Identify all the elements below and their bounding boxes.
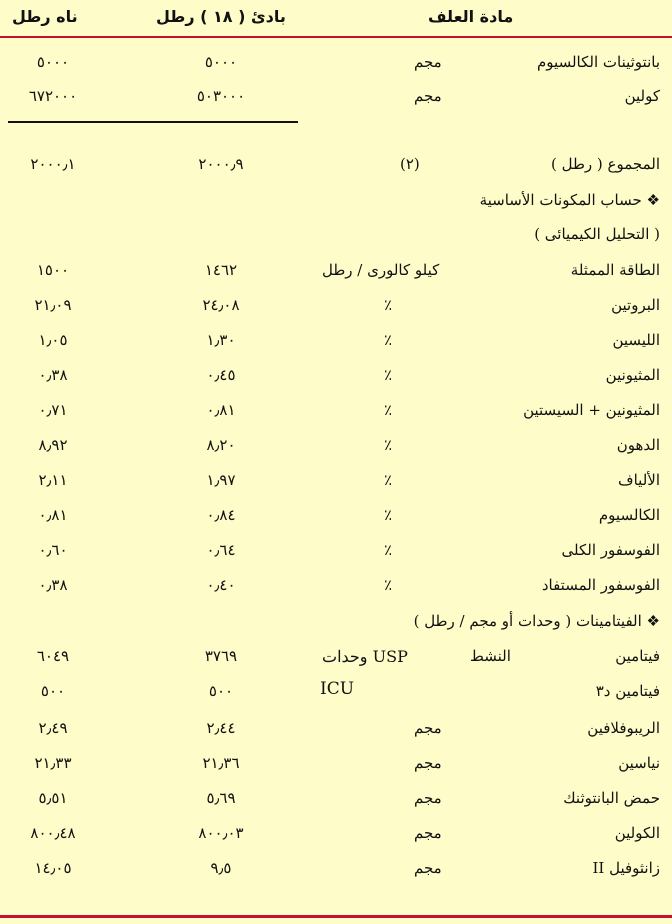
row-unit: ٪ (384, 541, 393, 559)
row-name: نياسين (618, 754, 660, 772)
table-row (0, 640, 672, 674)
row-name: حمض البانتوثنك (563, 789, 660, 807)
table-row (0, 254, 672, 288)
table-row (0, 782, 672, 816)
row-finisher: ٠٫٣٨ (38, 366, 68, 384)
row-starter: ٢٤٫٠٨ (202, 296, 240, 314)
row-finisher: ١٫٠٥ (38, 331, 68, 349)
row-unit: مجم (414, 824, 442, 842)
row-starter: ٥٠٠ (208, 682, 234, 700)
total-unit: (٢) (400, 155, 420, 173)
row-finisher: ٥٠٠ (40, 682, 66, 700)
row-unit: مجم (414, 859, 442, 877)
section-vitamins-title: ❖ الفيتامينات ( وحدات أو مجم / رطل ) (413, 612, 660, 630)
row-starter: ١٤٦٢ (204, 261, 238, 279)
table-row (0, 429, 672, 463)
row-name: البروتين (611, 296, 660, 314)
section-basic-subtitle: ( التحليل الكيميائى ) (534, 225, 660, 243)
row-finisher: ١٤٫٠٥ (34, 859, 72, 877)
row-starter: ٥٠٠٠ (204, 53, 238, 71)
row-finisher: ٨٠٠٫٤٨ (30, 824, 76, 842)
total-starter: ٢٠٠٠٫٩ (198, 155, 244, 173)
row-starter: ٩٫٥ (210, 859, 232, 877)
table-row (0, 569, 672, 603)
row-starter: ٨٠٠٫٠٣ (198, 824, 244, 842)
row-unit: مجم (414, 53, 442, 71)
header-starter: بادئ ( ١٨ ) رطل (156, 7, 286, 26)
row-starter: ١٫٩٧ (206, 471, 236, 489)
row-unit: مجم (414, 87, 442, 105)
row-unit: مجم (414, 789, 442, 807)
row-starter: ٠٫٤٥ (206, 366, 236, 384)
row-finisher: ٠٫٦٠ (38, 541, 68, 559)
row-starter: ٥٫٦٩ (206, 789, 236, 807)
row-name: فيتامين (615, 647, 660, 665)
row-starter: ٠٫٦٤ (206, 541, 236, 559)
row-starter: ٢١٫٣٦ (202, 754, 240, 772)
row-name: الليسين (612, 331, 660, 349)
row-finisher: ٢١٫٠٩ (34, 296, 72, 314)
row-starter: ٥٠٣٠٠٠ (196, 87, 246, 105)
table-row (0, 46, 672, 80)
total-row (0, 148, 672, 182)
header-feed-material: مادة العلف (428, 7, 514, 26)
row-name: الفوسفور المستفاد (541, 576, 660, 594)
row-finisher: ٥٫٥١ (38, 789, 68, 807)
row-unit: ٪ (384, 506, 393, 524)
row-finisher: ٠٫٣٨ (38, 576, 68, 594)
row-name: المثيونين (605, 366, 660, 384)
row-name: الطاقة الممثلة (570, 261, 660, 279)
row-finisher: ٢١٫٣٣ (34, 754, 72, 772)
row-finisher: ٨٫٩٢ (38, 436, 68, 454)
header-rule (0, 36, 672, 38)
row-name: كولين (624, 87, 660, 105)
row-name: الفوسفور الكلى (561, 541, 660, 559)
row-finisher: ٦٧٢٠٠٠ (28, 87, 78, 105)
row-starter: ١٫٣٠ (206, 331, 236, 349)
table-row (0, 359, 672, 393)
row-name: الألياف (618, 471, 660, 489)
table-row (0, 747, 672, 781)
row-finisher: ٦٠٤٩ (36, 647, 70, 665)
row-unit: ٪ (384, 296, 393, 314)
table-row (0, 499, 672, 533)
row-unit: وحدات USP (322, 647, 408, 666)
header-finisher: ناه رطل (12, 7, 78, 26)
row-unit: ICU (320, 679, 355, 699)
row-finisher: ١٥٠٠ (36, 261, 70, 279)
table-row (0, 675, 672, 709)
row-mid: النشط (470, 647, 511, 665)
row-name: الريبوفلافين (587, 719, 660, 737)
row-name: الكالسيوم (598, 506, 660, 524)
row-unit: ٪ (384, 436, 393, 454)
row-unit: ٪ (384, 331, 393, 349)
row-starter: ٨٫٢٠ (206, 436, 236, 454)
row-name: زانثوفيل II (592, 859, 660, 877)
row-name: بانتوثينات الكالسيوم (537, 53, 660, 71)
row-starter: ٢٫٤٤ (206, 719, 236, 737)
row-unit: ٪ (384, 576, 393, 594)
table-row (0, 80, 672, 114)
table-row (0, 464, 672, 498)
subtotal-rule (8, 121, 298, 123)
row-name: المثيونين + السيستين (523, 401, 660, 419)
footer-rule (0, 915, 672, 918)
row-finisher: ٥٠٠٠ (36, 53, 70, 71)
row-unit: ٪ (384, 471, 393, 489)
table-row (0, 817, 672, 851)
table-row (0, 852, 672, 886)
row-starter: ٠٫٨١ (206, 401, 236, 419)
table-header (0, 0, 672, 36)
row-finisher: ٢٫١١ (38, 471, 68, 489)
row-finisher: ٠٫٧١ (38, 401, 68, 419)
table-row (0, 534, 672, 568)
row-finisher: ٠٫٨١ (38, 506, 68, 524)
row-starter: ٣٧٦٩ (204, 647, 238, 665)
row-starter: ٠٫٤٠ (206, 576, 236, 594)
table-row (0, 289, 672, 323)
row-name: فيتامين د٣ (595, 682, 660, 700)
row-name: الكولين (614, 824, 660, 842)
table-row (0, 394, 672, 428)
row-unit: مجم (414, 719, 442, 737)
row-name: الدهون (616, 436, 660, 454)
table-row (0, 712, 672, 746)
row-unit: مجم (414, 754, 442, 772)
total-name: المجموع ( رطل ) (550, 155, 660, 173)
row-starter: ٠٫٨٤ (206, 506, 236, 524)
section-basic-title: ❖ حساب المكونات الأساسية (479, 191, 660, 209)
table-row (0, 324, 672, 358)
row-unit: ٪ (384, 366, 393, 384)
total-finisher: ٢٠٠٠٫١ (30, 155, 76, 173)
row-unit: ٪ (384, 401, 393, 419)
row-unit: كيلو كالورى / رطل (322, 261, 440, 279)
row-finisher: ٢٫٤٩ (38, 719, 68, 737)
